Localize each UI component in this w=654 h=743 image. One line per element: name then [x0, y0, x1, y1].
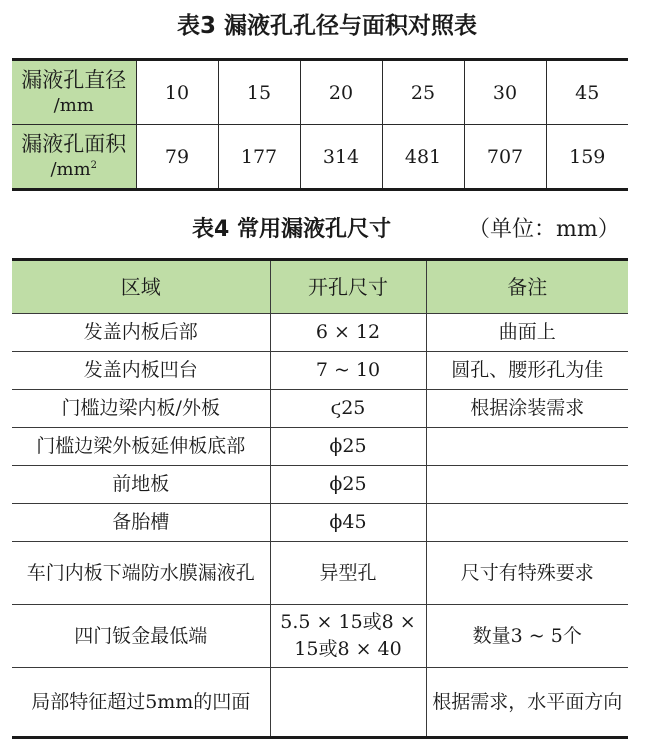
table4-cell-note	[426, 504, 628, 542]
table3-cell: 177	[218, 125, 300, 190]
table3-row-header: 漏液孔直径 /mm	[12, 60, 136, 125]
table-row	[12, 352, 628, 390]
table3-row-diameter	[12, 60, 628, 125]
table4-title-bar	[0, 210, 654, 250]
table3-cell: 15	[218, 60, 300, 125]
table3	[12, 58, 628, 191]
table4-cell-note: 尺寸有特殊要求	[426, 542, 628, 605]
table4-cell-size: 5.5 × 15或8 × 15或8 × 40	[270, 605, 426, 668]
table4-cell-size: ϕ25	[270, 428, 426, 466]
table-row	[12, 542, 628, 605]
table4-cell-size: 异型孔	[270, 542, 426, 605]
table4-cell-size: ϕ25	[270, 466, 426, 504]
table-row	[12, 314, 628, 352]
table4-cell-note	[426, 466, 628, 504]
table3-cell: 45	[546, 60, 628, 125]
table-row	[12, 390, 628, 428]
table-row	[12, 428, 628, 466]
table4-title: 表4 常用漏液孔尺寸	[192, 217, 391, 242]
table-row	[12, 504, 628, 542]
table4-column-header: 区域	[12, 260, 270, 314]
table4-cell-region: 备胎槽	[12, 504, 270, 542]
table4-cell-size: ϕ45	[270, 504, 426, 542]
table4-cell-note: 根据涂装需求	[426, 390, 628, 428]
table4-cell-region: 发盖内板凹台	[12, 352, 270, 390]
table4-cell-region: 发盖内板后部	[12, 314, 270, 352]
table4-column-header: 开孔尺寸	[270, 260, 426, 314]
table4	[12, 258, 628, 739]
table4-cell-note: 数量3 ~ 5个	[426, 605, 628, 668]
table3-title: 表3 漏液孔孔径与面积对照表	[176, 13, 477, 39]
table3-cell: 10	[136, 60, 218, 125]
table4-column-header: 备注	[426, 260, 628, 314]
table4-cell-region: 四门钣金最低端	[12, 605, 270, 668]
table3-cell: 79	[136, 125, 218, 190]
table4-cell-region: 门槛边梁外板延伸板底部	[12, 428, 270, 466]
table3-cell: 20	[300, 60, 382, 125]
table4-cell-region: 前地板	[12, 466, 270, 504]
table3-cell: 25	[382, 60, 464, 125]
table4-cell-region: 局部特征超过5mm的凹面	[12, 668, 270, 738]
table4-cell-region: 门槛边梁内板/外板	[12, 390, 270, 428]
table4-cell-note: 曲面上	[426, 314, 628, 352]
table4-cell-region: 车门内板下端防水膜漏液孔	[12, 542, 270, 605]
table4-cell-size: 6 × 12	[270, 314, 426, 352]
table4-cell-note: 根据需求，水平面方向	[426, 668, 628, 738]
table3-row-header: 漏液孔面积 $/mm^2$	[12, 125, 136, 190]
table4-header-row	[12, 260, 628, 314]
table3-cell: 481	[382, 125, 464, 190]
table-row	[12, 668, 628, 738]
unit-superscript: 2	[90, 159, 98, 171]
table-row	[12, 466, 628, 504]
table4-cell-note: 圆孔、腰形孔为佳	[426, 352, 628, 390]
table4-cell-note	[426, 428, 628, 466]
table-row	[12, 605, 628, 668]
table4-unit: （单位：mm）	[468, 217, 620, 242]
table3-cell: 159	[546, 125, 628, 190]
table3-row-area	[12, 125, 628, 190]
table4-cell-size: ϛ25	[270, 390, 426, 428]
table3-cell: 314	[300, 125, 382, 190]
table4-cell-size	[270, 668, 426, 738]
table4-cell-size: 7 ~ 10	[270, 352, 426, 390]
table3-cell: 707	[464, 125, 546, 190]
table3-cell: 30	[464, 60, 546, 125]
